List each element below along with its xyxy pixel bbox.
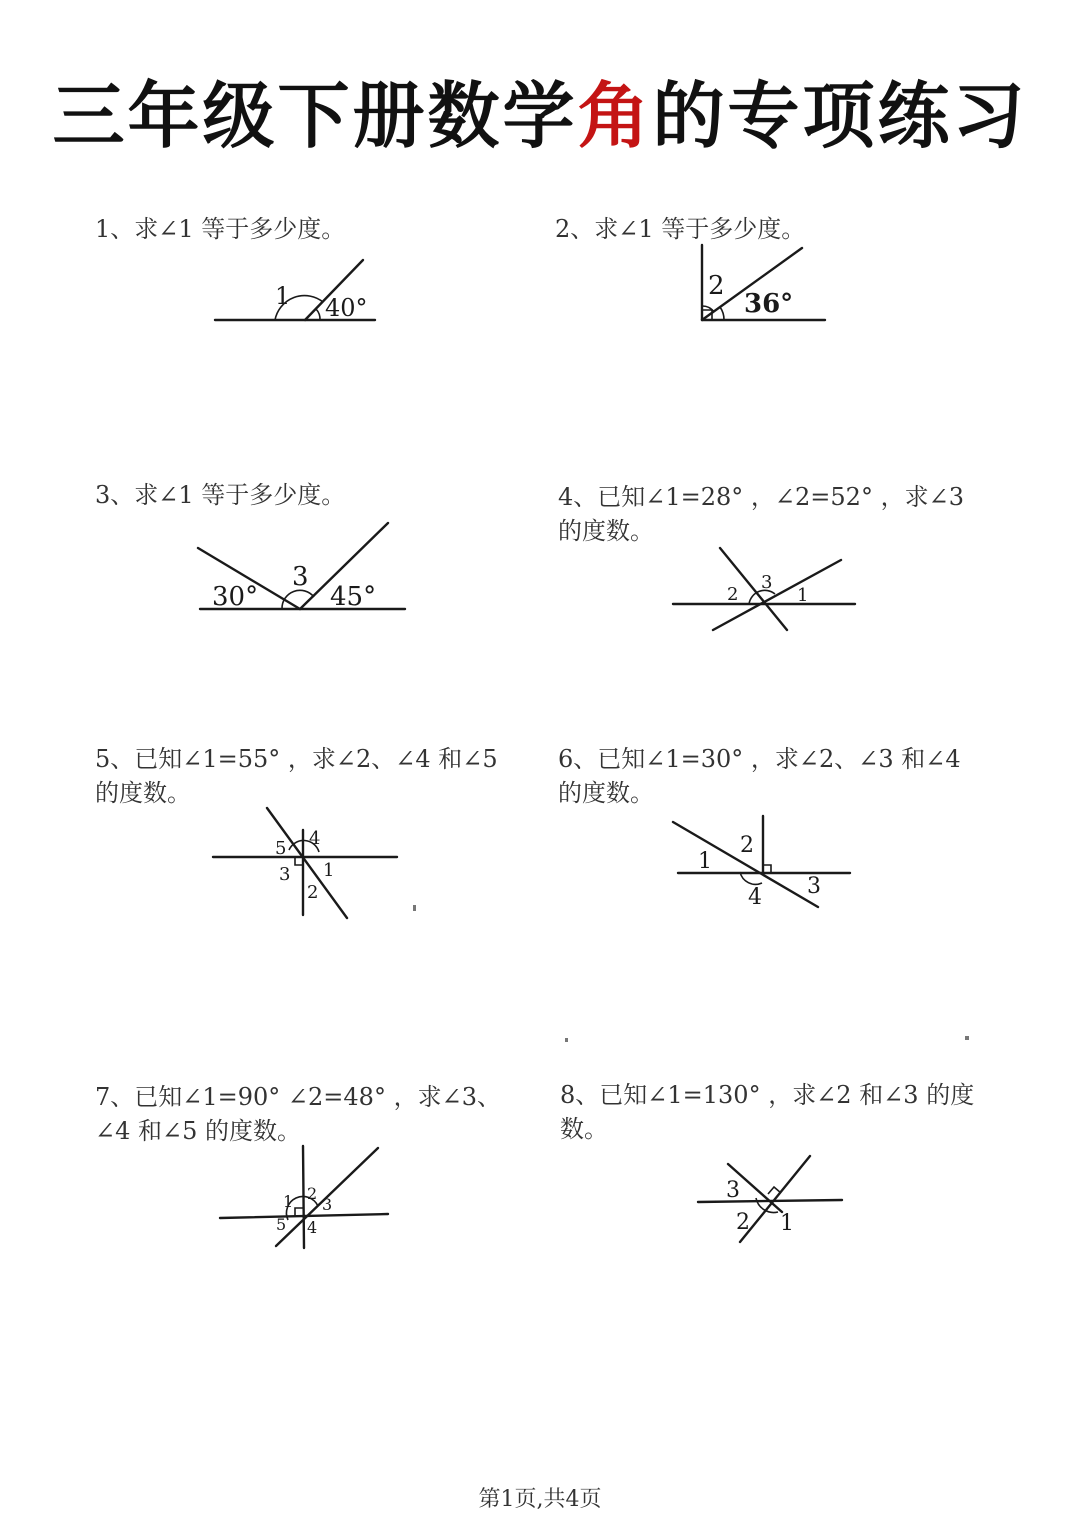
angle-label-2: 2 bbox=[727, 584, 739, 605]
scan-speck bbox=[413, 905, 416, 911]
angle-label-36: 36° bbox=[744, 289, 794, 319]
angle-label-3: 3 bbox=[726, 1178, 740, 1203]
angle-label-1: 1 bbox=[323, 860, 335, 881]
problem-1-text: 1、求∠1 等于多少度。 bbox=[95, 215, 346, 243]
angle-label-1: 1 bbox=[780, 1211, 794, 1236]
angle-label-2: 2 bbox=[736, 1210, 750, 1235]
angle-label-3: 3 bbox=[279, 864, 291, 885]
angle-label-5: 5 bbox=[276, 1215, 287, 1234]
angle-label-1: 1 bbox=[275, 282, 291, 310]
angle-40-arc bbox=[316, 309, 320, 320]
problem-5-text-line2: 的度数。 bbox=[95, 779, 191, 807]
page-footer: 第1页,共4页 bbox=[478, 1487, 602, 1512]
angle-label-3: 3 bbox=[292, 562, 309, 592]
problem-7-figure bbox=[212, 1140, 397, 1255]
angle-label-3: 3 bbox=[322, 1195, 333, 1214]
title-highlight: 角 bbox=[577, 74, 653, 158]
angle-label-2: 2 bbox=[708, 271, 725, 301]
right-angle-mark bbox=[295, 1208, 303, 1216]
angle-label-2: 2 bbox=[740, 833, 754, 858]
scan-speck bbox=[565, 1038, 568, 1042]
problem-1 bbox=[95, 212, 345, 246]
problem-7 bbox=[95, 1080, 501, 1148]
angle-label-4: 4 bbox=[748, 885, 762, 910]
right-angle-mark bbox=[295, 857, 303, 865]
angle-label-1: 1 bbox=[283, 1192, 294, 1211]
angle-label-4: 4 bbox=[307, 1218, 318, 1237]
problem-8-figure bbox=[690, 1150, 855, 1250]
problem-4-text-line2: 的度数。 bbox=[558, 517, 654, 545]
problem-3 bbox=[95, 478, 345, 512]
problem-8-text-line2: 数。 bbox=[560, 1115, 608, 1143]
right-angle-mark bbox=[763, 865, 771, 873]
problem-8 bbox=[560, 1078, 974, 1146]
title-part2: 的专项练习 bbox=[652, 74, 1028, 158]
angle-label-2: 2 bbox=[307, 1184, 318, 1203]
problem-6-text-line1: 6、已知∠1=30° ，求∠2、∠3 和∠4 bbox=[558, 745, 961, 773]
scan-speck bbox=[965, 1036, 969, 1040]
problem-6 bbox=[558, 742, 961, 810]
problem-2-text: 2、求∠1 等于多少度。 bbox=[555, 215, 806, 243]
problem-2-figure bbox=[690, 240, 835, 330]
angle-label-1: 1 bbox=[797, 585, 809, 606]
page-title bbox=[0, 58, 1080, 162]
problem-7-text-line2: ∠4 和∠5 的度数。 bbox=[95, 1117, 302, 1145]
problem-3-figure bbox=[190, 515, 415, 620]
angle-label-5: 5 bbox=[275, 838, 287, 859]
problem-5-text-line1: 5、已知∠1=55° ，求∠2、∠4 和∠5 bbox=[95, 745, 498, 773]
angle-label-3: 3 bbox=[761, 572, 773, 593]
problem-4 bbox=[558, 480, 964, 548]
angle-label-45: 45° bbox=[330, 582, 377, 612]
line-b bbox=[740, 1156, 810, 1242]
problem-4-text-line1: 4、已知∠1=28° ，∠2=52° ，求∠3 bbox=[558, 483, 964, 511]
angle-label-4: 4 bbox=[309, 828, 321, 849]
angle-36-arc bbox=[720, 307, 724, 320]
title-part1: 三年级下册数学 bbox=[52, 74, 578, 158]
problem-5-figure bbox=[205, 800, 405, 925]
problem-6-figure bbox=[668, 810, 858, 915]
problem-3-text: 3、求∠1 等于多少度。 bbox=[95, 481, 346, 509]
angle-label-3: 3 bbox=[807, 874, 821, 899]
problem-4-figure bbox=[665, 540, 865, 640]
problem-8-text-line1: 8、已知∠1=130° ，求∠2 和∠3 的度 bbox=[560, 1081, 975, 1109]
angle-label-30: 30° bbox=[212, 582, 259, 612]
problem-6-text-line2: 的度数。 bbox=[558, 779, 654, 807]
angle-label-2: 2 bbox=[307, 882, 319, 903]
angle-label-40: 40° bbox=[325, 294, 368, 322]
angle-label-1: 1 bbox=[698, 849, 712, 874]
problem-1-figure bbox=[205, 250, 385, 335]
problem-7-text-line1: 7、已知∠1=90° ∠2=48° ，求∠3、 bbox=[95, 1083, 501, 1111]
